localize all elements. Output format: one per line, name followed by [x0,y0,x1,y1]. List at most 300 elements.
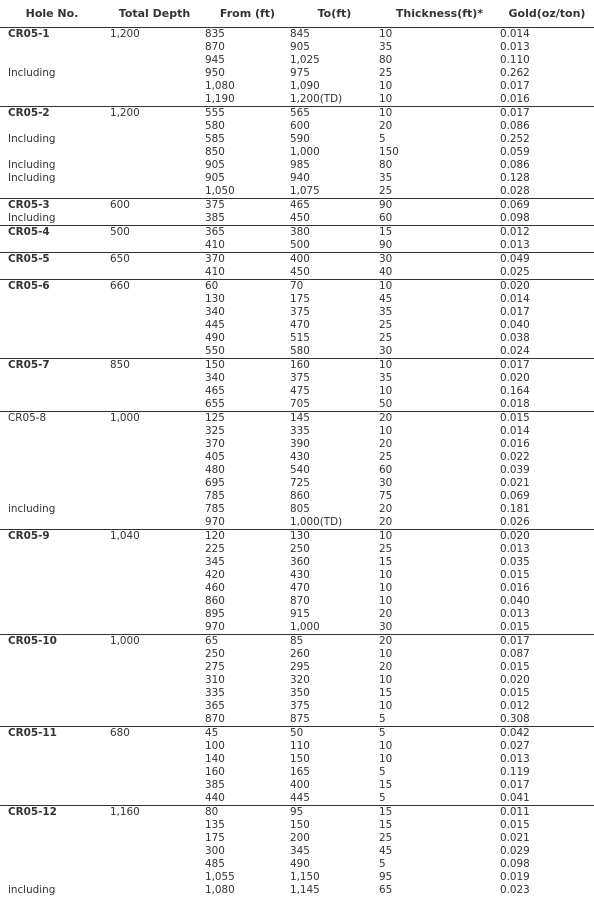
cell-from: 60 [205,280,290,294]
cell-thickness: 10 [379,700,500,713]
cell-to: 590 [290,133,379,146]
cell-hole-no [0,146,104,159]
table-row [0,713,594,727]
cell-from: 410 [205,239,290,253]
cell-gold: 0.013 [500,543,594,556]
cell-from: 460 [205,582,290,595]
cell-hole-no [0,266,104,280]
cell-gold: 0.262 [500,67,594,80]
table-row [0,438,594,451]
cell-to: 175 [290,293,379,306]
cell-hole-no [0,582,104,595]
cell-hole-no [0,306,104,319]
cell-thickness: 10 [379,648,500,661]
table-row [0,635,594,649]
cell-gold: 0.015 [500,621,594,635]
cell-gold: 0.016 [500,582,594,595]
cell-from: 485 [205,858,290,871]
cell-total-depth [104,80,205,93]
table-row [0,172,594,185]
cell-hole-no [0,569,104,582]
cell-to: 200 [290,832,379,845]
cell-hole-no: Including [0,67,104,80]
table-row [0,884,594,897]
cell-hole-no: Including [0,172,104,185]
cell-from: 370 [205,438,290,451]
cell-to: 875 [290,713,379,727]
cell-from: 370 [205,253,290,267]
cell-total-depth [104,93,205,107]
cell-from: 785 [205,503,290,516]
cell-total-depth [104,185,205,199]
cell-to: 805 [290,503,379,516]
cell-hole-no [0,293,104,306]
cell-hole-no [0,753,104,766]
cell-total-depth: 680 [104,727,205,741]
cell-thickness: 80 [379,54,500,67]
cell-thickness: 5 [379,713,500,727]
cell-thickness: 15 [379,226,500,240]
cell-total-depth [104,661,205,674]
cell-gold: 0.042 [500,727,594,741]
cell-thickness: 20 [379,120,500,133]
cell-gold: 0.015 [500,569,594,582]
cell-thickness: 20 [379,661,500,674]
cell-gold: 0.013 [500,608,594,621]
cell-hole-no [0,661,104,674]
cell-total-depth [104,372,205,385]
cell-hole-no: including [0,503,104,516]
cell-from: 385 [205,212,290,226]
cell-thickness: 5 [379,858,500,871]
table-row [0,477,594,490]
cell-hole-no [0,438,104,451]
cell-gold: 0.021 [500,477,594,490]
cell-to: 1,090 [290,80,379,93]
cell-to: 85 [290,635,379,649]
cell-from: 420 [205,569,290,582]
cell-from: 335 [205,687,290,700]
cell-thickness: 15 [379,556,500,569]
cell-gold: 0.020 [500,372,594,385]
cell-from: 490 [205,332,290,345]
cell-from: 80 [205,806,290,820]
cell-to: 150 [290,753,379,766]
cell-from: 45 [205,727,290,741]
cell-to: 145 [290,412,379,426]
table-row [0,306,594,319]
cell-to: 150 [290,819,379,832]
cell-to: 475 [290,385,379,398]
cell-gold: 0.049 [500,253,594,267]
cell-to: 580 [290,345,379,359]
cell-total-depth [104,438,205,451]
table-row [0,120,594,133]
cell-gold: 0.013 [500,753,594,766]
cell-gold: 0.022 [500,451,594,464]
cell-to: 390 [290,438,379,451]
cell-thickness: 10 [379,280,500,294]
cell-hole-no [0,185,104,199]
cell-hole-no [0,516,104,530]
cell-to: 845 [290,28,379,42]
cell-total-depth [104,595,205,608]
cell-hole-no [0,858,104,871]
cell-gold: 0.017 [500,107,594,121]
cell-hole-no [0,556,104,569]
cell-total-depth [104,569,205,582]
cell-from: 275 [205,661,290,674]
cell-hole-no [0,845,104,858]
cell-thickness: 45 [379,845,500,858]
cell-from: 550 [205,345,290,359]
cell-hole-no [0,687,104,700]
cell-from: 870 [205,41,290,54]
cell-from: 695 [205,477,290,490]
cell-hole-no [0,345,104,359]
table-row [0,556,594,569]
cell-total-depth [104,503,205,516]
cell-hole-no [0,621,104,635]
cell-total-depth [104,582,205,595]
cell-gold: 0.016 [500,93,594,107]
cell-from: 150 [205,359,290,373]
cell-total-depth [104,293,205,306]
cell-total-depth [104,871,205,884]
cell-thickness: 20 [379,438,500,451]
table-row [0,253,594,267]
cell-total-depth [104,133,205,146]
table-row [0,212,594,226]
table-row [0,806,594,820]
cell-hole-no [0,120,104,133]
cell-thickness: 25 [379,332,500,345]
cell-gold: 0.021 [500,832,594,845]
table-row [0,54,594,67]
cell-thickness: 10 [379,93,500,107]
cell-to: 165 [290,766,379,779]
table-row [0,372,594,385]
cell-to: 915 [290,608,379,621]
cell-from: 945 [205,54,290,67]
cell-total-depth: 500 [104,226,205,240]
cell-total-depth [104,451,205,464]
cell-to: 490 [290,858,379,871]
cell-to: 450 [290,266,379,280]
cell-to: 515 [290,332,379,345]
table-row [0,226,594,240]
cell-from: 410 [205,266,290,280]
cell-from: 365 [205,226,290,240]
cell-from: 120 [205,530,290,544]
cell-from: 65 [205,635,290,649]
cell-total-depth [104,172,205,185]
cell-hole-no [0,80,104,93]
cell-gold: 0.181 [500,503,594,516]
cell-to: 295 [290,661,379,674]
cell-thickness: 35 [379,306,500,319]
table-row [0,93,594,107]
cell-to: 1,000 [290,146,379,159]
cell-hole-no [0,740,104,753]
cell-total-depth [104,766,205,779]
cell-total-depth [104,54,205,67]
table-row [0,648,594,661]
cell-from: 580 [205,120,290,133]
table-row [0,319,594,332]
cell-hole-no: CR05-4 [0,226,104,240]
cell-thickness: 5 [379,792,500,806]
cell-hole-no [0,425,104,438]
cell-total-depth [104,819,205,832]
table-row [0,239,594,253]
cell-total-depth [104,700,205,713]
cell-gold: 0.014 [500,293,594,306]
table-row [0,569,594,582]
cell-hole-no: CR05-9 [0,530,104,544]
cell-gold: 0.014 [500,425,594,438]
cell-thickness: 5 [379,727,500,741]
cell-gold: 0.019 [500,871,594,884]
cell-total-depth [104,306,205,319]
cell-thickness: 35 [379,41,500,54]
cell-thickness: 45 [379,293,500,306]
cell-to: 400 [290,779,379,792]
cell-from: 905 [205,159,290,172]
cell-thickness: 20 [379,503,500,516]
header-to-ft: To(ft) [290,0,379,28]
cell-from: 225 [205,543,290,556]
cell-total-depth [104,398,205,412]
table-row [0,359,594,373]
cell-thickness: 60 [379,464,500,477]
cell-hole-no: Including [0,159,104,172]
cell-thickness: 15 [379,687,500,700]
header-gold-oz-ton: Gold(oz/ton) [500,0,594,28]
table-row [0,425,594,438]
cell-gold: 0.128 [500,172,594,185]
cell-total-depth [104,858,205,871]
cell-gold: 0.087 [500,648,594,661]
cell-hole-no: CR05-1 [0,28,104,42]
cell-to: 445 [290,792,379,806]
cell-gold: 0.069 [500,490,594,503]
cell-gold: 0.025 [500,266,594,280]
cell-to: 375 [290,306,379,319]
cell-gold: 0.011 [500,806,594,820]
cell-thickness: 50 [379,398,500,412]
cell-from: 310 [205,674,290,687]
table-row [0,727,594,741]
cell-gold: 0.020 [500,530,594,544]
cell-gold: 0.038 [500,332,594,345]
cell-gold: 0.020 [500,280,594,294]
cell-hole-no [0,832,104,845]
cell-total-depth: 600 [104,199,205,213]
cell-from: 250 [205,648,290,661]
cell-gold: 0.086 [500,159,594,172]
cell-gold: 0.039 [500,464,594,477]
cell-gold: 0.017 [500,306,594,319]
cell-gold: 0.023 [500,884,594,897]
cell-gold: 0.098 [500,858,594,871]
cell-gold: 0.110 [500,54,594,67]
cell-hole-no [0,595,104,608]
cell-thickness: 25 [379,451,500,464]
cell-hole-no [0,543,104,556]
cell-hole-no [0,648,104,661]
cell-from: 325 [205,425,290,438]
cell-thickness: 25 [379,319,500,332]
cell-thickness: 25 [379,543,500,556]
cell-total-depth: 1,000 [104,635,205,649]
table-row [0,845,594,858]
cell-gold: 0.015 [500,661,594,674]
cell-to: 350 [290,687,379,700]
cell-to: 500 [290,239,379,253]
cell-total-depth [104,212,205,226]
cell-to: 540 [290,464,379,477]
cell-from: 130 [205,293,290,306]
cell-hole-no [0,871,104,884]
table-row [0,503,594,516]
cell-hole-no [0,779,104,792]
table-row [0,687,594,700]
cell-thickness: 150 [379,146,500,159]
cell-from: 405 [205,451,290,464]
cell-from: 465 [205,385,290,398]
cell-to: 1,000 [290,621,379,635]
table-row [0,385,594,398]
cell-hole-no: CR05-3 [0,199,104,213]
cell-gold: 0.018 [500,398,594,412]
cell-hole-no [0,792,104,806]
table-row [0,595,594,608]
cell-gold: 0.015 [500,687,594,700]
cell-total-depth: 1,200 [104,28,205,42]
cell-gold: 0.017 [500,359,594,373]
cell-to: 860 [290,490,379,503]
cell-hole-no [0,766,104,779]
cell-thickness: 40 [379,266,500,280]
table-row [0,871,594,884]
cell-gold: 0.027 [500,740,594,753]
cell-to: 985 [290,159,379,172]
cell-to: 600 [290,120,379,133]
cell-hole-no: CR05-11 [0,727,104,741]
cell-from: 440 [205,792,290,806]
cell-total-depth [104,67,205,80]
cell-total-depth [104,385,205,398]
header-thickness-ft: Thickness(ft)* [379,0,500,28]
cell-from: 1,080 [205,884,290,897]
table-row [0,819,594,832]
cell-thickness: 10 [379,595,500,608]
cell-total-depth [104,319,205,332]
cell-total-depth [104,753,205,766]
cell-to: 450 [290,212,379,226]
cell-thickness: 10 [379,107,500,121]
table-row [0,293,594,306]
cell-to: 705 [290,398,379,412]
cell-to: 260 [290,648,379,661]
cell-thickness: 5 [379,766,500,779]
cell-gold: 0.013 [500,239,594,253]
cell-hole-no: Including [0,212,104,226]
cell-thickness: 10 [379,385,500,398]
cell-gold: 0.040 [500,319,594,332]
cell-thickness: 60 [379,212,500,226]
cell-from: 300 [205,845,290,858]
table-row [0,398,594,412]
cell-to: 725 [290,477,379,490]
cell-gold: 0.015 [500,412,594,426]
table-row [0,792,594,806]
cell-to: 870 [290,595,379,608]
cell-hole-no: Including [0,133,104,146]
cell-to: 110 [290,740,379,753]
table-row [0,779,594,792]
table-row [0,266,594,280]
cell-gold: 0.012 [500,700,594,713]
cell-from: 555 [205,107,290,121]
table-row [0,107,594,121]
cell-thickness: 20 [379,608,500,621]
cell-total-depth [104,516,205,530]
cell-from: 375 [205,199,290,213]
table-row [0,832,594,845]
cell-to: 345 [290,845,379,858]
cell-thickness: 75 [379,490,500,503]
cell-total-depth [104,120,205,133]
cell-to: 1,000(TD) [290,516,379,530]
table-row [0,80,594,93]
cell-to: 380 [290,226,379,240]
cell-total-depth: 850 [104,359,205,373]
cell-total-depth: 660 [104,280,205,294]
cell-from: 950 [205,67,290,80]
cell-gold: 0.098 [500,212,594,226]
table-header-row [0,0,594,28]
table-row [0,67,594,80]
cell-to: 335 [290,425,379,438]
table-row [0,159,594,172]
cell-gold: 0.024 [500,345,594,359]
cell-gold: 0.069 [500,199,594,213]
cell-to: 360 [290,556,379,569]
cell-thickness: 10 [379,582,500,595]
cell-total-depth [104,345,205,359]
cell-thickness: 5 [379,133,500,146]
cell-total-depth [104,146,205,159]
cell-gold: 0.017 [500,635,594,649]
cell-thickness: 20 [379,412,500,426]
table-body [0,28,594,897]
cell-thickness: 10 [379,740,500,753]
cell-hole-no [0,385,104,398]
cell-hole-no: CR05-6 [0,280,104,294]
cell-to: 940 [290,172,379,185]
cell-from: 160 [205,766,290,779]
header-hole-no: Hole No. [0,0,104,28]
cell-thickness: 10 [379,674,500,687]
cell-to: 470 [290,319,379,332]
cell-from: 125 [205,412,290,426]
cell-thickness: 25 [379,185,500,199]
cell-from: 340 [205,306,290,319]
cell-from: 585 [205,133,290,146]
cell-from: 365 [205,700,290,713]
